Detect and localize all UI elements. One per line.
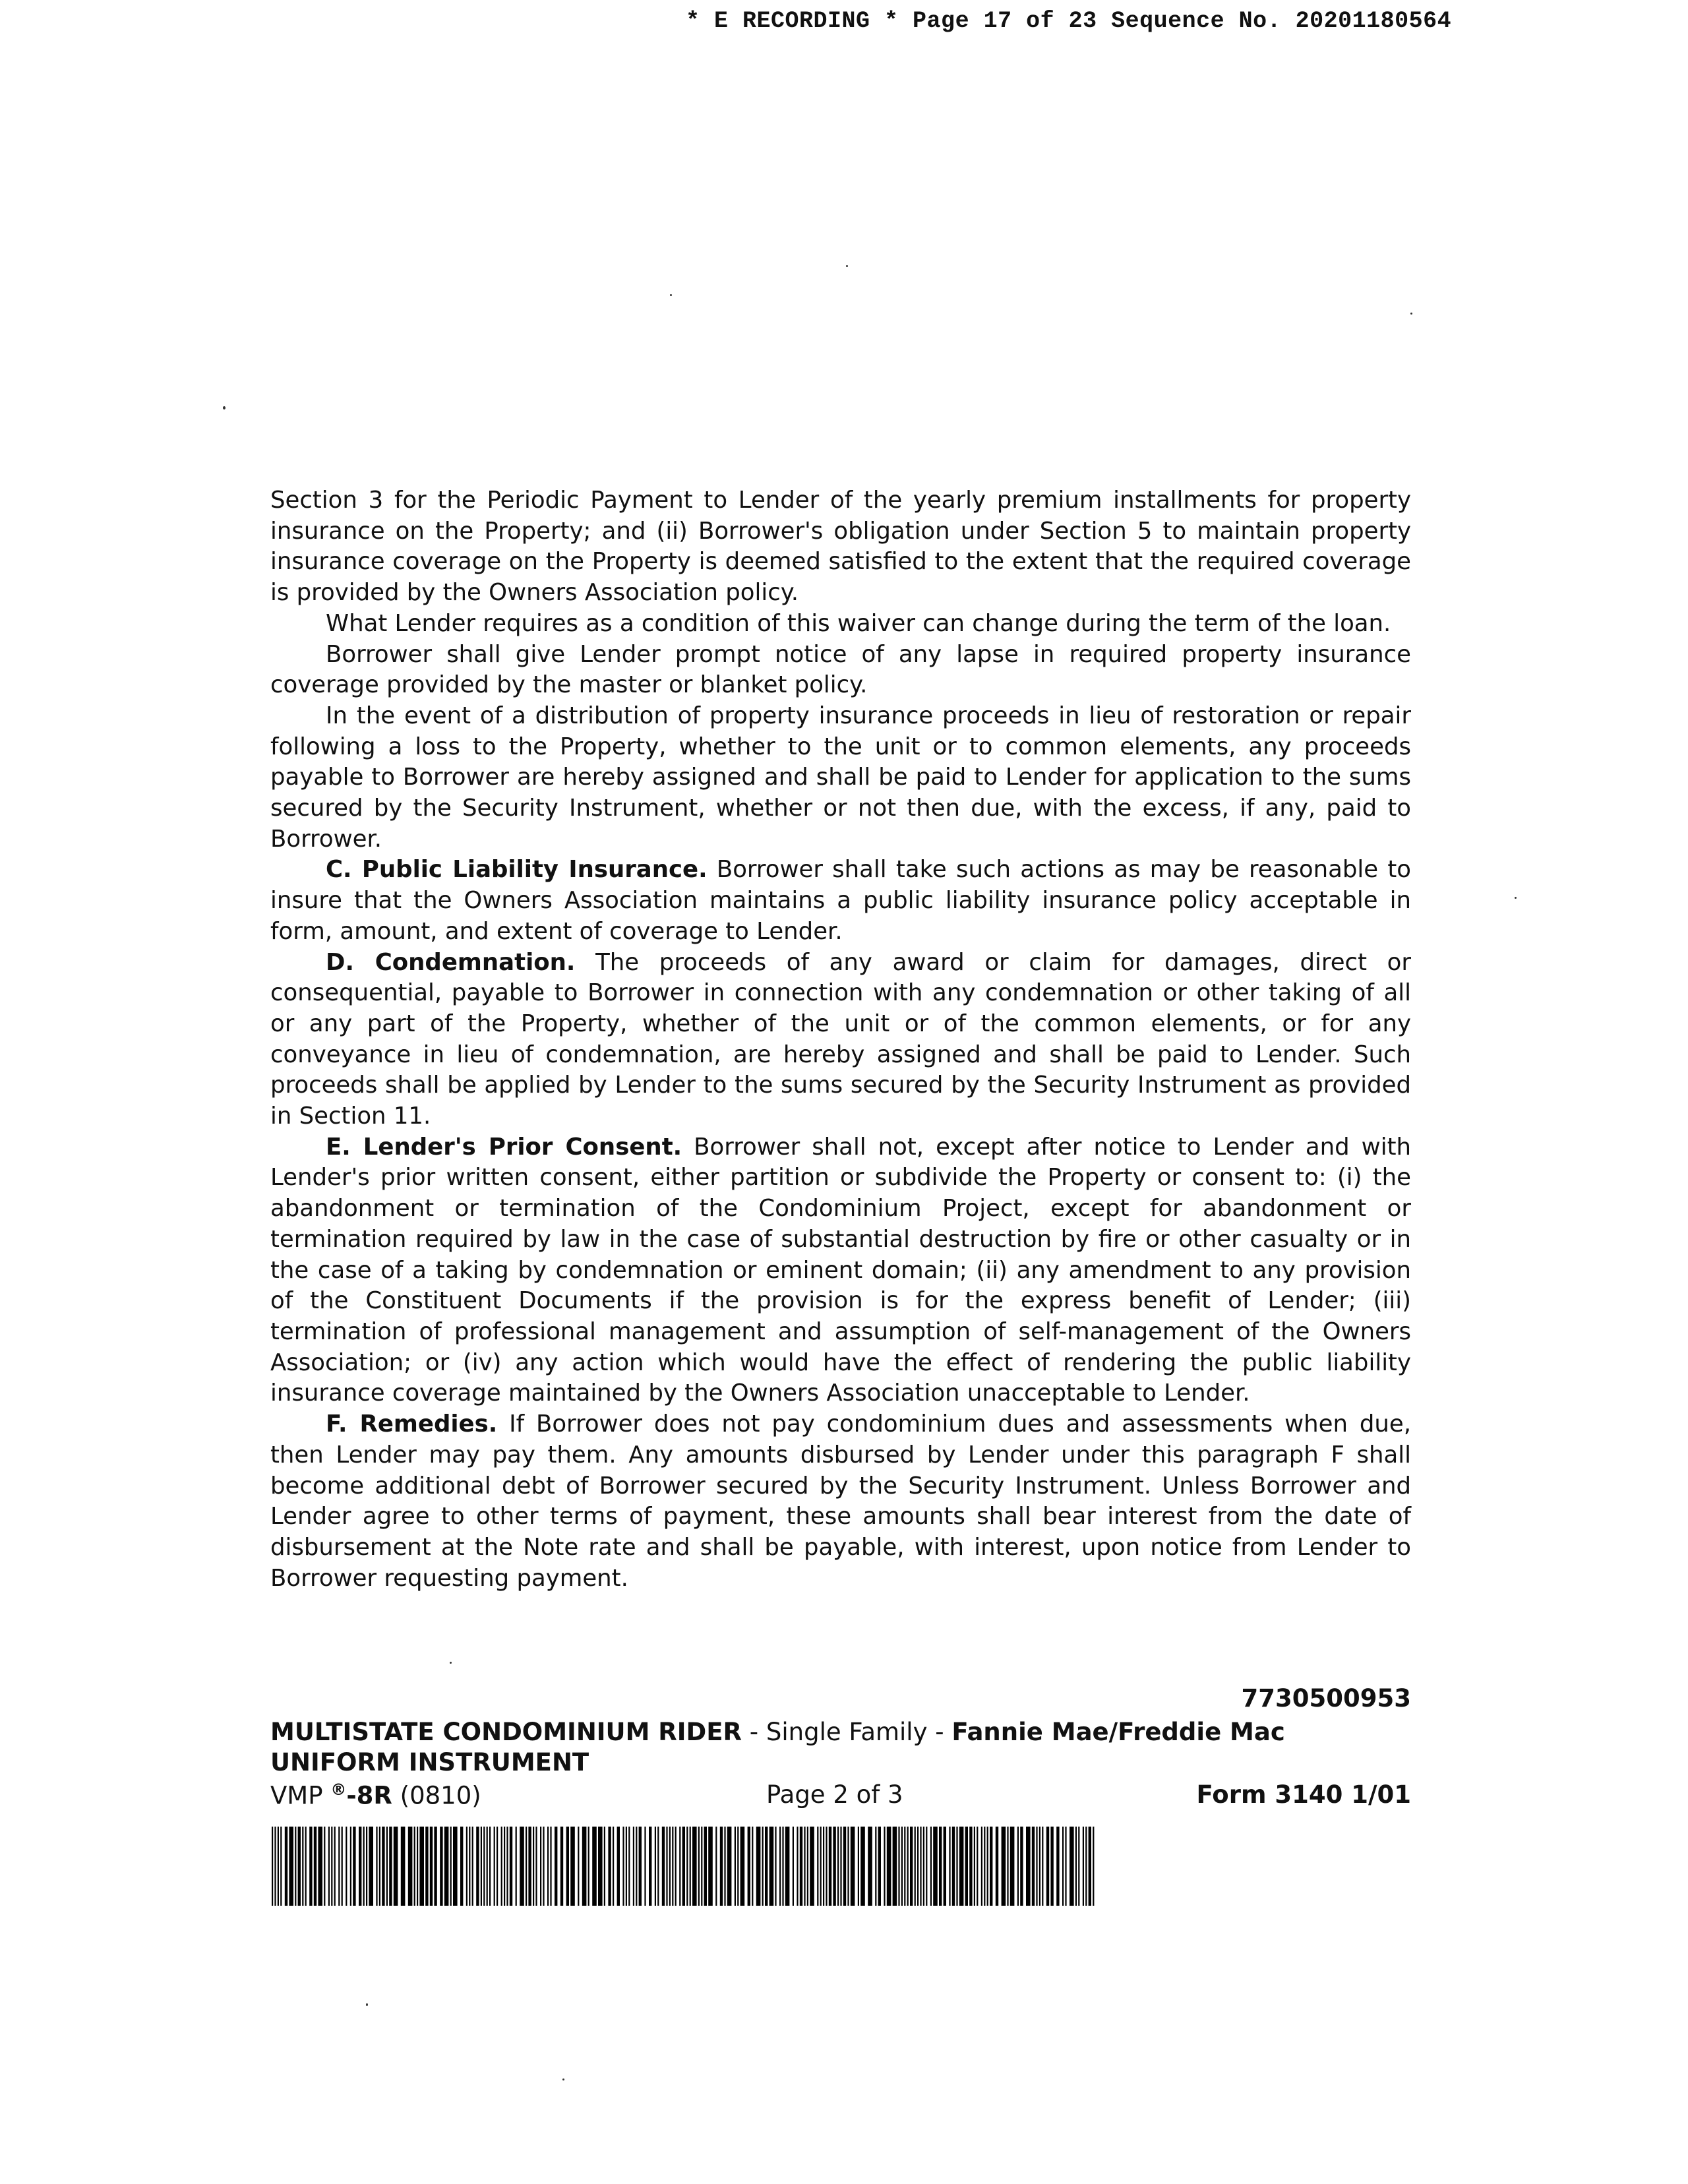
section-f-remedies xyxy=(270,1409,1411,1594)
section-d-heading: D. Condemnation. xyxy=(326,948,576,976)
paragraph-lapse-notice: Borrower shall give Lender prompt notice of any lapse in required property insurance coverage provided by the master or blanket policy. xyxy=(270,640,1411,699)
section-d-condemnation xyxy=(270,948,1411,1132)
vmp-prefix: VMP xyxy=(270,1781,323,1810)
page-indicator: Page 2 of 3 xyxy=(766,1780,903,1809)
recording-header: * E RECORDING * Page 17 of 23 Sequence No. 20201180564 xyxy=(686,8,1452,34)
paragraph-insurance-proceeds: In the event of a distribution of property insurance proceeds in lieu of restoration or repair following a loss to the Property, whether to the unit or to common elements, any proceeds payable to Borrower are hereby assigned and shall be paid to Lender for application to the sums secured by the Security Instrument, whether or not then due, with the excess, if any, paid to Borrower. xyxy=(270,702,1411,853)
section-e-prior-consent xyxy=(270,1132,1411,1409)
loan-number: 7730500953 xyxy=(1241,1684,1411,1713)
section-f-heading: F. Remedies. xyxy=(326,1410,498,1438)
scan-speck xyxy=(1410,313,1412,315)
form-footer-row xyxy=(270,1780,1411,1813)
vmp-form-code: -8R xyxy=(346,1781,392,1810)
vmp-version: (0810) xyxy=(392,1781,481,1810)
section-d-text: The proceeds of any award or claim for damages, direct or consequential, payable to Borrower in connection with any condemnation or other taking of all or any part of the Property, whether of the unit or of the common elements, or for any conveyance in lieu of condemnation, are hereby assigned and shall be paid to Lender. Such proceeds shall be applied by Lender to the sums secured by the Security Instrument as provided in Section 11. xyxy=(270,948,1411,1130)
section-f-text: If Borrower does not pay condominium dues and assessments when due, then Lender may pay them. Any amounts disbursed by Lender under this paragraph F shall become additional debt of Borrower secured by the Security Instrument. Unless Borrower and Lender agree to other terms of payment, these amounts shall bear interest from the date of disbursement at the Note rate and shall be payable, with interest, upon notice from Lender to Borrower requesting payment. xyxy=(270,1410,1411,1592)
form-title xyxy=(270,1717,1411,1778)
form-title-rider: MULTISTATE CONDOMINIUM RIDER xyxy=(270,1718,742,1746)
barcode-image xyxy=(272,1827,1096,1906)
scan-speck xyxy=(450,1662,452,1664)
document-body xyxy=(270,485,1411,1594)
scan-speck xyxy=(846,265,848,267)
paragraph-waiver-change: What Lender requires as a condition of this waiver can change during the term of the loan. xyxy=(326,609,1391,637)
form-number: Form 3140 1/01 xyxy=(1196,1780,1411,1809)
section-c-public-liability xyxy=(270,855,1411,947)
paragraph-insurance-waiver: Section 3 for the Periodic Payment to Lender of the yearly premium installments for property insurance on the Property; and (ii) Borrower's obligation under Section 5 to maintain property insurance coverage on the Property is deemed satisfied to the extent that the required coverage is provided by the Owners Association policy. xyxy=(270,487,1411,607)
scan-speck xyxy=(366,2003,368,2006)
form-title-instrument: Fannie Mae/Freddie Mac UNIFORM INSTRUMENT xyxy=(270,1718,1285,1776)
vmp-code xyxy=(270,1780,481,1809)
section-c-heading: C. Public Liability Insurance. xyxy=(326,856,708,884)
section-e-text: Borrower shall not, except after notice to Lender and with Lender's prior written consent, either partition or subdivide the Property or consent to: (i) the abandonment or termination of the Condominium Project, except for abandonment or termination required by law in the case of substantial destruction by fire or other casualty or in the case of a taking by condemnation or eminent domain; (ii) any amendment to any provision of the Constituent Documents if the provision is for the express benefit of Lender; (iii) termination of professional management and assumption of self-management of the Owners Association; or (iv) any action which would have the effect of rendering the public liability insurance coverage maintained by the Owners Association unacceptable to Lender. xyxy=(270,1133,1411,1407)
scan-speck xyxy=(670,294,672,296)
scan-speck xyxy=(223,406,226,410)
form-title-separator: - Single Family - xyxy=(742,1718,952,1746)
section-c-text: Borrower shall take such actions as may be reasonable to insure that the Owners Association maintains a public liability insurance policy acceptable in form, amount, and extent of coverage to Lender. xyxy=(270,856,1411,945)
section-e-heading: E. Lender's Prior Consent. xyxy=(326,1133,682,1161)
scan-speck xyxy=(562,2078,564,2080)
registered-mark: ® xyxy=(330,1780,347,1799)
scan-speck xyxy=(1515,897,1517,899)
